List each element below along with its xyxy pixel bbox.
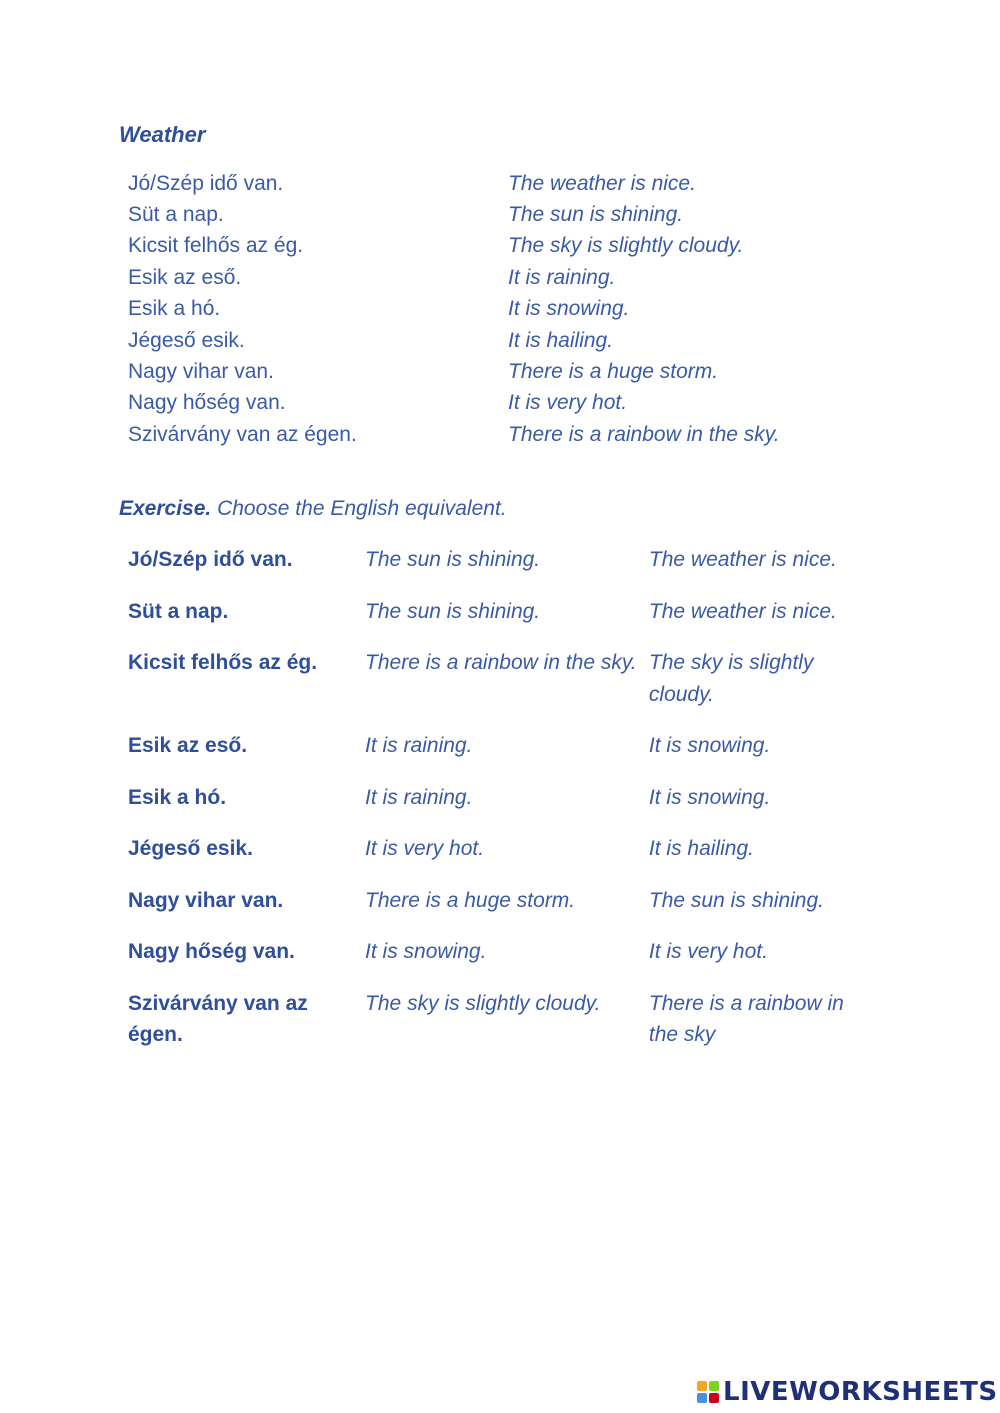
- hungarian-phrase: Esik az eső.: [128, 265, 242, 289]
- hungarian-phrase: Nagy hőség van.: [128, 391, 286, 415]
- exercise-instruction: Choose the English equivalent.: [211, 497, 507, 520]
- option-b[interactable]: It is snowing.: [648, 785, 771, 809]
- vocabulary-row: [128, 231, 848, 262]
- exercise-prompt: Nagy hőség van.: [128, 940, 295, 963]
- option-b[interactable]: There is a rainbow in the sky: [648, 991, 844, 1046]
- exercise-prompt: Esik a hó.: [128, 785, 227, 809]
- logo-square-1: [697, 1381, 707, 1391]
- exercise-prompt: Jó/Szép idő van.: [128, 548, 293, 571]
- hungarian-phrase: Szivárvány van az égen.: [128, 422, 357, 446]
- hungarian-phrase: Jégeső esik.: [128, 328, 245, 352]
- exercise-label: Exercise.: [119, 497, 212, 520]
- option-b[interactable]: The weather is nice.: [648, 599, 837, 623]
- option-a[interactable]: There is a huge storm.: [365, 888, 576, 912]
- exercise-row: [128, 647, 878, 710]
- english-phrase: There is a huge storm.: [508, 360, 719, 384]
- option-a[interactable]: There is a rainbow in the sky.: [365, 651, 637, 674]
- vocabulary-row: [128, 388, 848, 419]
- hungarian-phrase: Esik a hó.: [128, 297, 221, 321]
- option-a[interactable]: The sky is slightly cloudy.: [365, 991, 601, 1015]
- exercise-row: [128, 988, 878, 1051]
- exercise-prompt: Nagy vihar van.: [128, 888, 284, 912]
- logo-text: LIVEWORKSHEETS: [723, 1377, 998, 1407]
- option-b[interactable]: The sun is shining.: [648, 888, 825, 912]
- english-phrase: It is raining.: [508, 265, 616, 289]
- exercise-row: [128, 782, 878, 814]
- english-phrase: It is snowing.: [508, 297, 630, 321]
- logo-square-4: [709, 1393, 719, 1403]
- vocabulary-row: [128, 168, 848, 199]
- exercise-row: [128, 936, 878, 968]
- exercise-row: [128, 596, 878, 628]
- exercise-heading: [119, 497, 507, 521]
- exercise-row: [128, 885, 878, 917]
- english-phrase: The sun is shining.: [508, 203, 684, 227]
- vocabulary-row: [128, 262, 848, 293]
- english-phrase: The weather is nice.: [508, 171, 696, 195]
- vocabulary-list: [128, 168, 848, 451]
- exercise-row: [128, 833, 878, 865]
- english-phrase: It is very hot.: [508, 391, 628, 415]
- exercise-row: [128, 544, 878, 576]
- english-phrase: There is a rainbow in the sky.: [508, 422, 780, 446]
- option-a[interactable]: The sun is shining.: [365, 548, 541, 571]
- option-a[interactable]: It is raining.: [365, 785, 473, 809]
- exercise-prompt: Jégeső esik.: [128, 837, 253, 860]
- vocabulary-row: [128, 419, 848, 450]
- exercise-prompt: Kicsit felhős az ég.: [128, 651, 318, 674]
- page-title: Weather: [119, 122, 206, 147]
- logo-square-3: [697, 1393, 707, 1403]
- hungarian-phrase: Süt a nap.: [128, 203, 224, 227]
- option-b[interactable]: The sky is slightly cloudy.: [648, 651, 814, 706]
- logo-icon: [697, 1381, 719, 1403]
- option-b[interactable]: It is hailing.: [648, 837, 754, 860]
- hungarian-phrase: Nagy vihar van.: [128, 360, 274, 384]
- vocabulary-row: [128, 356, 848, 387]
- exercise-prompt: Szivárvány van az égen.: [128, 991, 308, 1046]
- vocabulary-row: [128, 325, 848, 356]
- english-phrase: It is hailing.: [508, 328, 614, 352]
- option-a[interactable]: It is snowing.: [365, 940, 487, 963]
- exercise-prompt: Süt a nap.: [128, 599, 229, 623]
- liveworksheets-logo: [697, 1377, 998, 1407]
- english-phrase: The sky is slightly cloudy.: [508, 234, 744, 258]
- hungarian-phrase: Kicsit felhős az ég.: [128, 234, 304, 258]
- exercise-table: [128, 544, 878, 1051]
- option-b[interactable]: The weather is nice.: [648, 548, 837, 571]
- hungarian-phrase: Jó/Szép idő van.: [128, 171, 284, 195]
- option-b[interactable]: It is very hot.: [648, 940, 768, 963]
- option-a[interactable]: It is raining.: [365, 734, 473, 757]
- vocabulary-row: [128, 294, 848, 325]
- option-b[interactable]: It is snowing.: [648, 734, 771, 757]
- option-a[interactable]: It is very hot.: [365, 837, 485, 860]
- logo-square-2: [709, 1381, 719, 1391]
- vocabulary-row: [128, 199, 848, 230]
- exercise-row: [128, 730, 878, 762]
- exercise-prompt: Esik az eső.: [128, 734, 248, 757]
- option-a[interactable]: The sun is shining.: [365, 599, 541, 623]
